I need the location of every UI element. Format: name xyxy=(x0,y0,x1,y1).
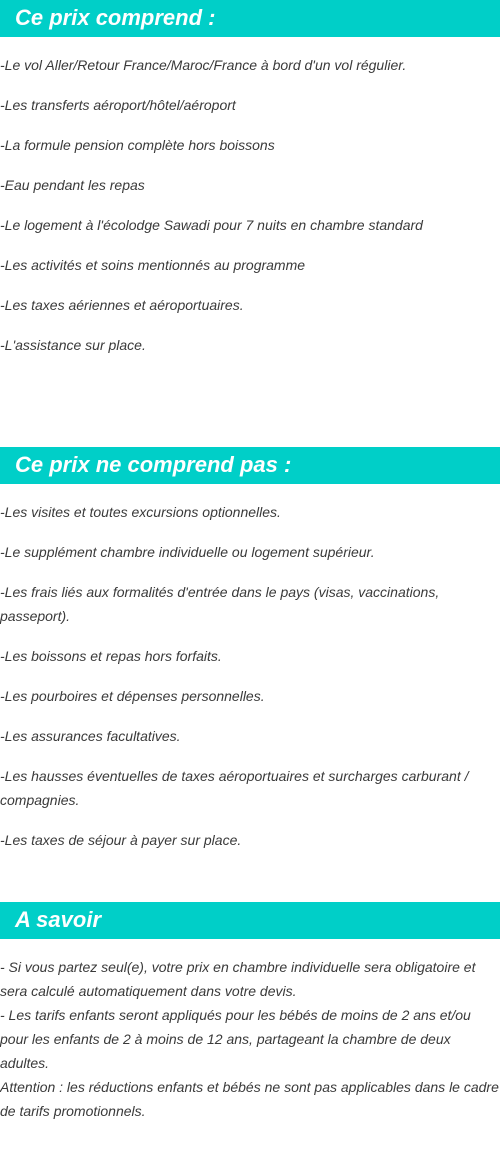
not-included-list xyxy=(0,500,500,868)
info-line: - Si vous partez seul(e), votre prix en chambre individuelle sera obligatoire et sera calculé automatiquement dans votre devis. xyxy=(0,959,476,999)
list-item: -Les taxes de séjour à payer sur place. xyxy=(0,832,242,848)
good-to-know-text xyxy=(0,955,500,1123)
list-item: -Les transferts aéroport/hôtel/aéroport xyxy=(0,97,236,113)
list-item: -L'assistance sur place. xyxy=(0,337,146,353)
list-item: -Les activités et soins mentionnés au programme xyxy=(0,257,306,273)
info-line: Attention : les réductions enfants et bébés ne sont pas applicables dans le cadre de tarifs promotionnels. xyxy=(0,1079,499,1119)
list-item: -Le vol Aller/Retour France/Maroc/France à bord d'un vol régulier. xyxy=(0,57,407,73)
list-item: -Eau pendant les repas xyxy=(0,177,145,193)
included-title: Ce prix comprend : xyxy=(15,5,216,30)
good-to-know-title: A savoir xyxy=(15,907,102,932)
good-to-know-header xyxy=(0,902,500,939)
included-header xyxy=(0,0,500,37)
list-item: -Les assurances facultatives. xyxy=(0,728,181,744)
not-included-header xyxy=(0,447,500,484)
list-item: -Les boissons et repas hors forfaits. xyxy=(0,648,222,664)
list-item: -Les pourboires et dépenses personnelles. xyxy=(0,688,265,704)
list-item: -Les taxes aériennes et aéroportuaires. xyxy=(0,297,244,313)
list-item: -Le logement à l'écolodge Sawadi pour 7 nuits en chambre standard xyxy=(0,217,423,233)
list-item: -Les hausses éventuelles de taxes aéroportuaires et surcharges carburant / compagnies. xyxy=(0,768,469,808)
list-item: -Les visites et toutes excursions optionnelles. xyxy=(0,504,281,520)
list-item: -Les frais liés aux formalités d'entrée dans le pays (visas, vaccinations, passeport). xyxy=(0,584,440,624)
not-included-title: Ce prix ne comprend pas : xyxy=(15,452,292,477)
list-item: -La formule pension complète hors boissons xyxy=(0,137,275,153)
included-list xyxy=(0,53,500,373)
info-line: - Les tarifs enfants seront appliqués pour les bébés de moins de 2 ans et/ou pour les enfants de 2 à moins de 12 ans, partageant la chambre de deux adultes. xyxy=(0,1007,471,1071)
list-item: -Le supplément chambre individuelle ou logement supérieur. xyxy=(0,544,375,560)
